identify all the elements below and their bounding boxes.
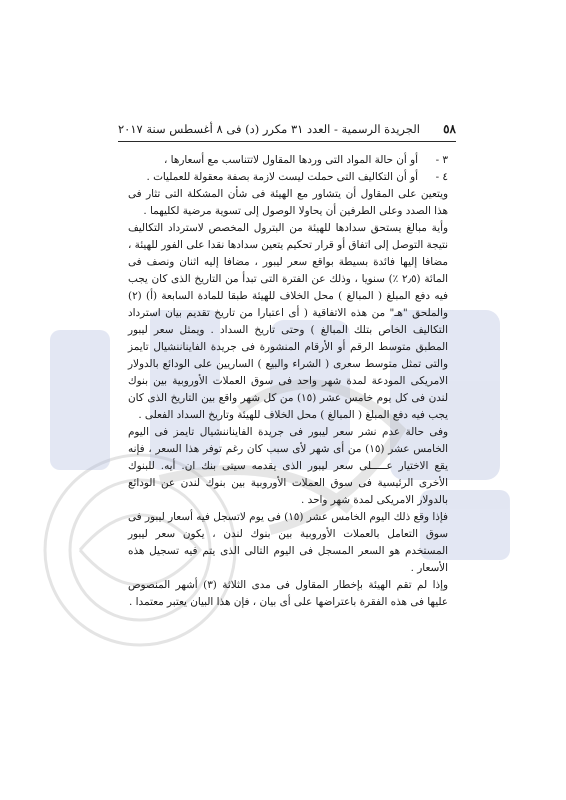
list-item [128,152,448,169]
list-item-text: أو أن حالة المواد التى وردها المقاول لاتتناسب مع أسعارها ، [164,154,418,166]
paragraph: وإذا لم تقم الهيئة بإخطار المقاول فى مدى الثلاثة (٣) أشهر المنصوص عليها فى هذه الفقرة باعتراضها على أى بيان ، فإن هذا البيان يعتبر معتمدا . [128,579,448,608]
page-header [118,118,456,140]
paragraph: فإذا وقع ذلك اليوم الخامس عشر (١٥) فى يوم لاتسجل فيه أسعار ليبور فى سوق التعامل بالعملات الأوروبية بين بنوك لندن ، يكون سعر ليبور المستخدم هو السعر المسجل فى اليوم التالى الذى يتم فيه تسجيل هذه الأسعار . [128,511,448,574]
paragraph: وأية مبالغ يستحق سدادها للهيئة من البترول المخصص لاسترداد التكاليف نتيجة التوصل إلى اتفاق أو قرار تحكيم يتعين سدادها نقدا على الفور للهيئة ، مضافا إليها فائدة بسيطة بواقع سعر ليبور ، مضافا إليه اثنان ونصف فى المائة (٢٫٥ ٪) سنويا ، وذلك عن الفترة التى تبدأ من التاريخ الذى كان يجب فيه دفع المبلغ ( المبالغ ) محل الخلاف للهيئة طبقا للمادة السابعة (أ) (٢) والملحق "هـ" من هذه الاتفاقية ( أى اعتبارا من تاريخ تقديم بيان استرداد التكاليف الخاص بتلك المبالغ ) وحتى تاريخ السداد . ويمثل سعر ليبور المطبق متوسط الرقم أو الأرقام المنشورة فى جريدة الفايناننشيال تايمز والتى تمثل متوسط سعرى ( الشراء والبيع ) الساريين على الودائع بالدولار الامريكى المودعة لمدة شهر واحد فى سوق العملات الأوروبية بين بنوك لندن فى كل يوم خامس عشر (١٥) من كل شهر واقع بين التاريخ الذى كان يجب فيه دفع المبلغ ( المبالغ ) محل الخلاف للهيئة وتاريخ السداد الفعلى . [128,222,449,421]
list-item-text: أو أن التكاليف التى حملت ليست لازمة بصفة معقولة للعمليات . [146,171,418,183]
list-item-number: ٣ - [435,154,448,166]
list-item-number: ٤ - [435,171,448,183]
list-item [128,169,448,186]
gazette-title: الجريدة الرسمية - العدد ٣١ مكرر (د) فى ٨ أغسطس سنة ٢٠١٧ [118,122,420,136]
page-number: ٥٨ [443,122,456,136]
header-rule [118,141,456,142]
paragraph: وفى حالة عدم نشر سعر ليبور فى جريدة الفايناننشيال تايمز فى اليوم الخامس عشر (١٥) من أى شهر لأى سبب كان رغم توفر هذا السعر ، فإنه يقع الاختيار عـــــلى سعر ليبور الذى يقدمه سيتى بنك ان. أيه. للبنوك الأخرى الرئيسية فى سوق العملات الأوروبية بين بنوك لندن عن الودائع بالدولار الامريكى لمدة شهر واحد . [128,426,448,506]
paragraph: ويتعين على المقاول أن يتشاور مع الهيئة فى شأن المشكلة التى تثار فى هذا الصدد وعلى الطرفين أن يحاولا الوصول إلى تسوية مرضية لكليهما . [128,188,448,217]
document-body [128,152,448,611]
